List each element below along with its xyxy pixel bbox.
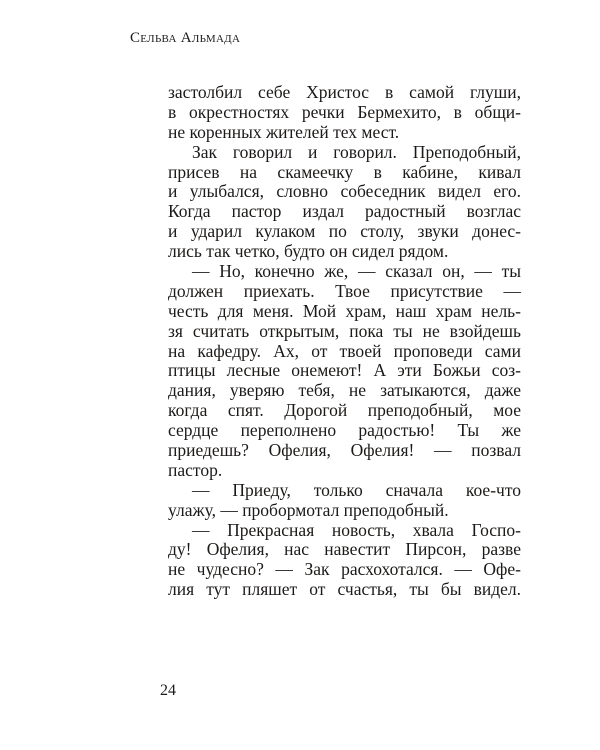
body-text <box>168 83 521 600</box>
text-line: на кафедру. Ах, от твоей проповеди сами <box>168 340 521 361</box>
text-line: лись так четко, будто он сидел рядом. <box>168 241 449 262</box>
text-line: не коренных жителей тех мест. <box>168 121 400 142</box>
text-line: не чудесно? — Зак расхохотался. — Офе- <box>168 559 521 580</box>
text-line: Зак говорил и говорил. Преподобный, <box>192 141 521 162</box>
text-line: в окрестностях речки Бермехито, в общи- <box>168 101 521 122</box>
text-line: ду! Офелия, нас навестит Пирсон, разве <box>168 539 521 560</box>
text-line: и улыбался, словно собеседник видел его. <box>168 181 521 202</box>
text-line: — Прекрасная новость, хвала Госпо- <box>192 519 521 540</box>
text-line: улажу, — пробормотал преподобный. <box>168 499 449 520</box>
text-line: застолбил себе Христос в самой глуши, <box>168 82 521 102</box>
running-head: Сельва Альмада <box>130 30 241 46</box>
text-line: дания, уверяю тебя, не затыкаются, даже <box>168 380 521 401</box>
text-line: птицы лесные онемеют! А эти Божьи соз- <box>168 360 521 381</box>
text-line: должен приехать. Твое присутствие — <box>168 280 521 301</box>
text-line: когда спят. Дорогой преподобный, мое <box>168 400 521 421</box>
text-line: пастор. <box>168 459 223 480</box>
text-line: лия тут пляшет от счастья, ты бы видел. <box>168 579 521 600</box>
text-line: — Но, конечно же, — сказал он, — ты <box>192 261 521 282</box>
page-number: 24 <box>160 682 176 699</box>
text-line: сердце переполнено радостью! Ты же <box>168 420 521 441</box>
text-line: зя считать открытым, пока ты не взойдешь <box>168 320 521 341</box>
text-line: честь для меня. Мой храм, наш храм нель- <box>168 300 521 321</box>
text-line: присев на скамеечку в кабине, кивал <box>168 161 521 182</box>
text-line: приедешь? Офелия, Офелия! — позвал <box>168 440 521 461</box>
text-line: Когда пастор издал радостный возглас <box>168 201 521 222</box>
text-line: — Приеду, только сначала кое-что <box>192 479 521 500</box>
text-line: и ударил кулаком по столу, звуки донес- <box>168 221 521 242</box>
